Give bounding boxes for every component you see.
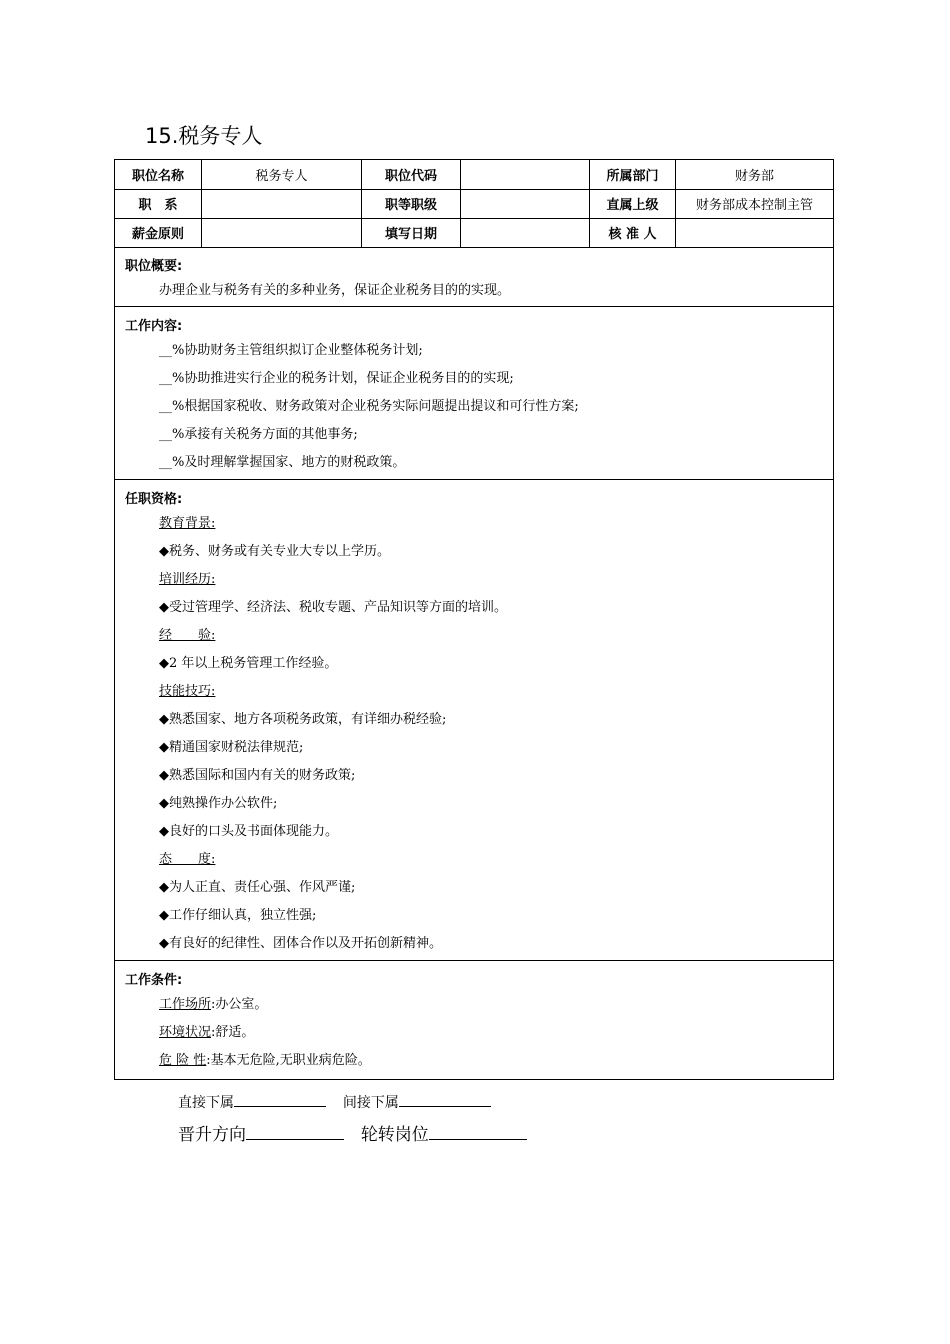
value-fill-date xyxy=(461,218,590,247)
indirect-subordinates-blank xyxy=(399,1106,491,1107)
value-supervisor: 财务部成本控制主管 xyxy=(695,198,813,213)
label-job-family: 职 系 xyxy=(115,189,202,218)
work-item: __%协助财务主管组织拟订企业整体税务计划; xyxy=(159,343,423,358)
rotation-label: 轮转岗位 xyxy=(360,1125,429,1145)
label-department: 所属部门 xyxy=(590,160,676,189)
label-approver: 核 准 人 xyxy=(590,218,676,247)
skills-label: 技能技巧: xyxy=(159,684,216,699)
work-title: 工作内容: xyxy=(125,319,183,334)
skill-item: ◆熟悉国际和国内有关的财务政策; xyxy=(159,768,356,783)
direct-subordinates-label: 直接下属 xyxy=(178,1095,234,1111)
training-label: 培训经历: xyxy=(159,572,216,587)
label-salary-principle: 薪金原则 xyxy=(115,218,202,247)
section-work-conditions xyxy=(115,961,833,1079)
value-position-name: 税务专人 xyxy=(202,160,362,189)
subordinates-line xyxy=(178,1092,491,1112)
value-department: 财务部 xyxy=(734,169,774,184)
promotion-label: 晋升方向 xyxy=(178,1125,246,1145)
risk-value: :基本无危险,无职业病危险。 xyxy=(206,1053,371,1068)
work-item: __%承接有关税务方面的其他事务; xyxy=(159,427,358,442)
job-description-table xyxy=(114,159,834,1080)
label-grade: 职等职级 xyxy=(362,189,461,218)
section-qualifications xyxy=(115,480,833,961)
indirect-subordinates-label: 间接下属 xyxy=(342,1095,399,1111)
section-work-content xyxy=(115,307,833,480)
direct-subordinates-blank xyxy=(234,1106,326,1107)
skill-item: ◆纯熟操作办公软件; xyxy=(159,796,278,811)
attitude-item: ◆为人正直、责任心强、作风严谨; xyxy=(159,880,356,895)
rotation-blank xyxy=(429,1139,527,1140)
value-position-code xyxy=(461,160,590,189)
education-label: 教育背景: xyxy=(159,516,216,531)
attitude-item: ◆有良好的纪律性、团体合作以及开拓创新精神。 xyxy=(159,936,442,951)
header-row-2 xyxy=(115,189,833,219)
label-position-code: 职位代码 xyxy=(362,160,461,189)
label-fill-date: 填写日期 xyxy=(362,218,461,247)
header-row-3 xyxy=(115,218,833,248)
summary-text: 办理企业与税务有关的多种业务，保证企业税务目的的实现。 xyxy=(159,283,511,298)
work-item: __%根据国家税收、财务政策对企业税务实际问题提出提议和可行性方案; xyxy=(159,399,579,414)
condition-risk xyxy=(159,1052,371,1070)
qualifications-title: 任职资格: xyxy=(125,492,183,507)
skill-item: ◆良好的口头及书面体现能力。 xyxy=(159,824,338,839)
promotion-blank xyxy=(246,1139,344,1140)
value-grade xyxy=(461,189,590,218)
experience-text: ◆2 年以上税务管理工作经验。 xyxy=(159,656,338,671)
work-item: __%及时理解掌握国家、地方的财税政策。 xyxy=(159,455,406,470)
section-summary xyxy=(115,247,833,307)
skill-item: ◆熟悉国家、地方各项税务政策，有详细办税经验; xyxy=(159,712,447,727)
training-text: ◆受过管理学、经济法、税收专题、产品知识等方面的培训。 xyxy=(159,600,507,615)
environment-label: 环境状况 xyxy=(159,1025,212,1040)
value-salary-principle xyxy=(202,218,362,247)
attitude-item: ◆工作仔细认真，独立性强; xyxy=(159,908,317,923)
page-title: 15.税务专人 xyxy=(145,124,263,148)
conditions-title: 工作条件: xyxy=(125,973,183,988)
work-item: __%协助推进实行企业的税务计划，保证企业税务目的的实现; xyxy=(159,371,514,386)
place-value: :办公室。 xyxy=(211,997,268,1012)
career-line xyxy=(178,1120,527,1145)
value-approver xyxy=(676,218,833,247)
attitude-label: 态 度: xyxy=(159,852,216,867)
condition-place xyxy=(159,996,267,1014)
label-supervisor: 直属上级 xyxy=(590,189,676,218)
education-text: ◆税务、财务或有关专业大专以上学历。 xyxy=(159,544,390,559)
risk-label: 危 险 性 xyxy=(159,1053,207,1068)
summary-title: 职位概要: xyxy=(125,259,183,274)
value-job-family xyxy=(202,189,362,218)
place-label: 工作场所 xyxy=(159,997,212,1012)
experience-label: 经 验: xyxy=(159,628,216,643)
condition-environment xyxy=(159,1024,254,1042)
label-position-name: 职位名称 xyxy=(115,160,202,189)
skill-item: ◆精通国家财税法律规范; xyxy=(159,740,304,755)
environment-value: :舒适。 xyxy=(211,1025,255,1040)
header-row-1 xyxy=(115,160,833,190)
